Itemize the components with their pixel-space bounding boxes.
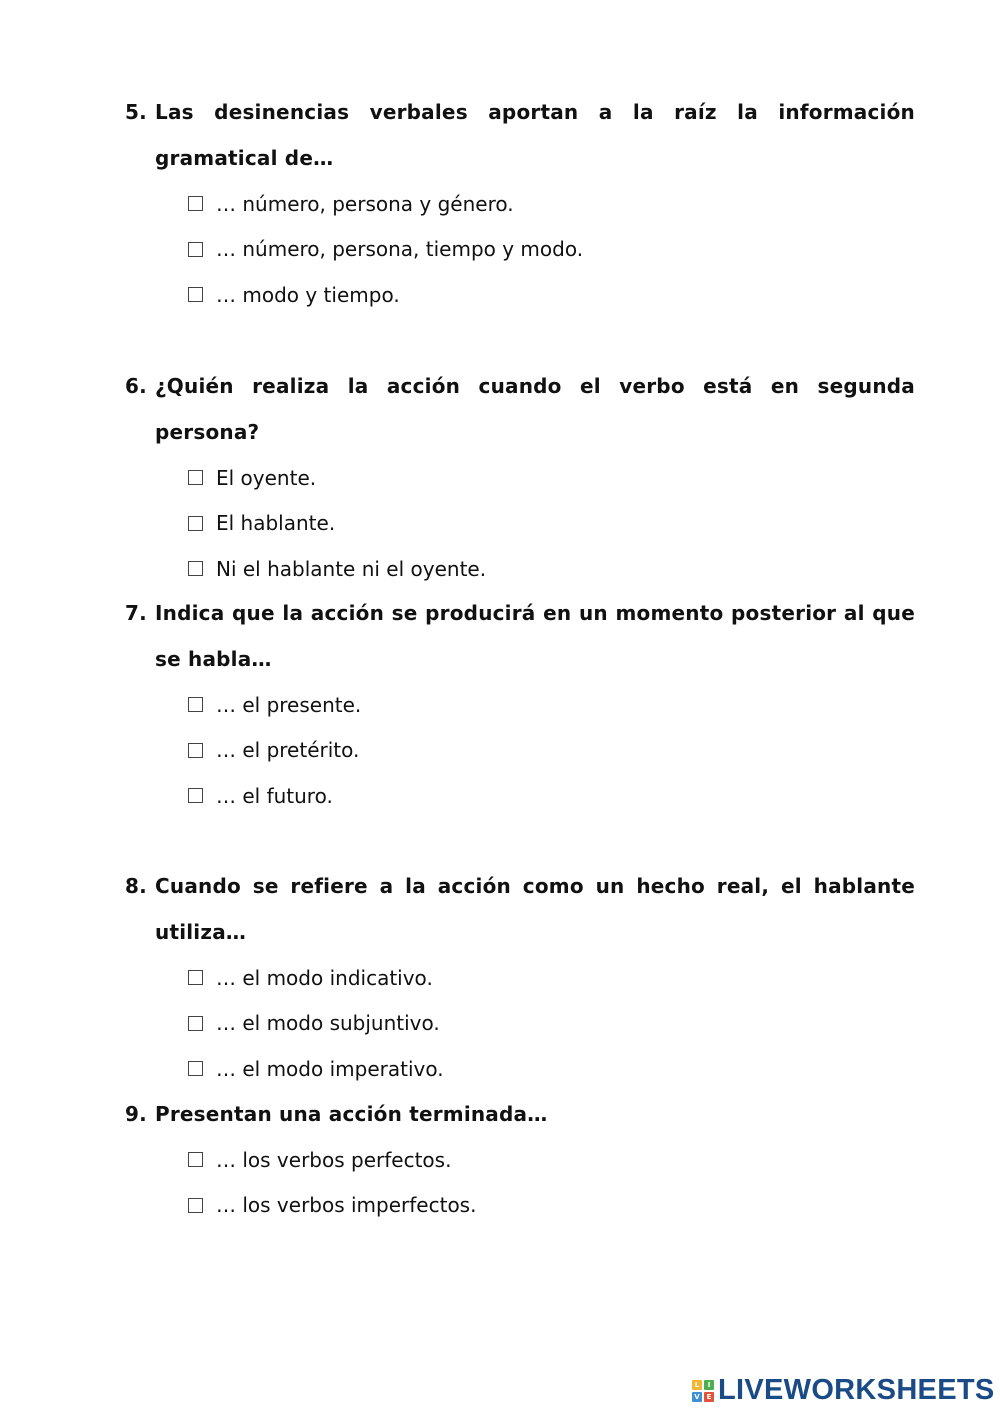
checkbox[interactable] — [188, 697, 203, 712]
option-item[interactable] — [188, 501, 915, 547]
option-item[interactable] — [188, 682, 915, 728]
question-8 — [125, 863, 915, 1092]
options-list — [125, 455, 915, 592]
option-item[interactable] — [188, 1183, 915, 1229]
logo-cell: I — [704, 1380, 714, 1390]
question-text: Cuando se refiere a la acción como un hecho real, el hablante utiliza… — [155, 874, 915, 944]
option-label: … el pretérito. — [216, 738, 360, 763]
checkbox[interactable] — [188, 1016, 203, 1031]
option-label: … el modo imperativo. — [216, 1056, 444, 1081]
question-text: Presentan una acción terminada… — [155, 1102, 548, 1126]
option-label: … el modo subjuntivo. — [216, 1011, 440, 1036]
options-list — [125, 955, 915, 1092]
option-item[interactable] — [188, 1001, 915, 1047]
logo-cell: E — [704, 1392, 714, 1402]
question-text: Las desinencias verbales aportan a la raíz la información gramatical de… — [155, 100, 915, 170]
option-item[interactable] — [188, 728, 915, 774]
checkbox[interactable] — [188, 242, 203, 257]
checkbox[interactable] — [188, 743, 203, 758]
option-label: … los verbos imperfectos. — [216, 1193, 477, 1218]
question-text: Indica que la acción se producirá en un momento posterior al que se habla… — [155, 601, 915, 671]
options-list — [125, 181, 915, 318]
question-header — [125, 590, 915, 682]
checkbox[interactable] — [188, 1061, 203, 1076]
option-item[interactable] — [188, 181, 915, 227]
option-item[interactable] — [188, 773, 915, 819]
checkbox[interactable] — [188, 1152, 203, 1167]
option-label: … el futuro. — [216, 783, 333, 808]
checkbox[interactable] — [188, 970, 203, 985]
option-item[interactable] — [188, 955, 915, 1001]
question-header — [125, 863, 915, 955]
option-item[interactable] — [188, 1137, 915, 1183]
question-number: 8. — [125, 874, 147, 898]
question-header — [125, 363, 915, 455]
question-number: 7. — [125, 601, 147, 625]
option-label: … número, persona y género. — [216, 191, 514, 216]
question-header — [125, 1091, 915, 1137]
question-number: 6. — [125, 374, 147, 398]
question-number: 9. — [125, 1102, 147, 1126]
option-label: … los verbos perfectos. — [216, 1147, 452, 1172]
question-header — [125, 89, 915, 181]
options-list — [125, 1137, 915, 1228]
option-label: … modo y tiempo. — [216, 282, 400, 307]
option-item[interactable] — [188, 455, 915, 501]
option-item[interactable] — [188, 546, 915, 592]
question-5 — [125, 89, 915, 318]
question-text: ¿Quién realiza la acción cuando el verbo está en segunda persona? — [155, 374, 915, 444]
checkbox[interactable] — [188, 196, 203, 211]
question-number: 5. — [125, 100, 147, 124]
option-item[interactable] — [188, 1046, 915, 1092]
brand-name: LIVEWORKSHEETS — [718, 1374, 995, 1406]
option-item[interactable] — [188, 272, 915, 318]
checkbox[interactable] — [188, 470, 203, 485]
option-item[interactable] — [188, 227, 915, 273]
option-label: El hablante. — [216, 511, 336, 536]
checkbox[interactable] — [188, 287, 203, 302]
option-label: … el presente. — [216, 692, 362, 717]
checkbox[interactable] — [188, 561, 203, 576]
logo-cell: V — [692, 1392, 702, 1402]
question-6 — [125, 363, 915, 592]
checkbox[interactable] — [188, 516, 203, 531]
option-label: … el modo indicativo. — [216, 965, 433, 990]
checkbox[interactable] — [188, 1198, 203, 1213]
question-9 — [125, 1091, 915, 1228]
options-list — [125, 682, 915, 819]
checkbox[interactable] — [188, 788, 203, 803]
logo-cell: L — [692, 1380, 702, 1390]
option-label: … número, persona, tiempo y modo. — [216, 237, 584, 262]
option-label: Ni el hablante ni el oyente. — [216, 556, 487, 581]
liveworksheets-logo-icon — [692, 1380, 714, 1402]
liveworksheets-brand — [692, 1374, 995, 1407]
question-7 — [125, 590, 915, 819]
option-label: El oyente. — [216, 465, 317, 490]
